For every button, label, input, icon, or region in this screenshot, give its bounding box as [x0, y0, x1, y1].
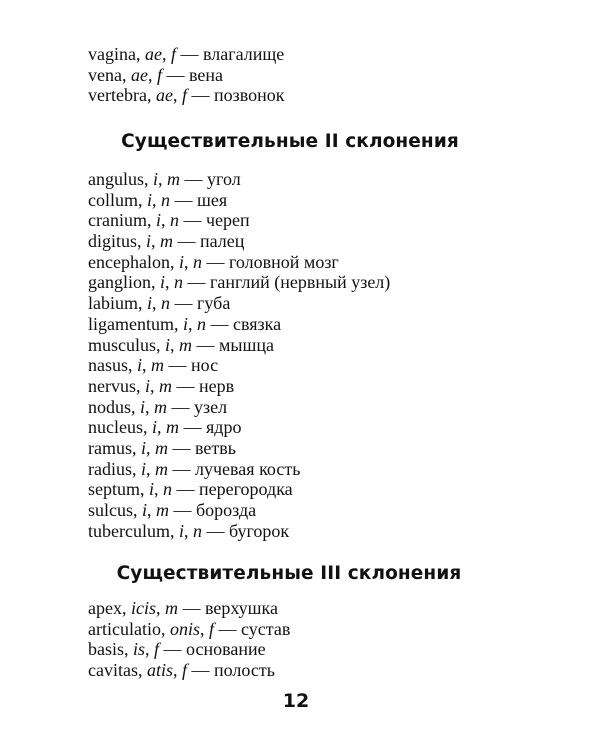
latin-term: ganglion	[88, 272, 151, 293]
vocabulary-entry: ganglion, i, n — ганглий (нервный узел)	[88, 272, 391, 293]
russian-translation: губа	[197, 293, 231, 314]
genitive-ending: i	[160, 272, 166, 293]
genitive-ending: i	[149, 479, 155, 500]
genitive-ending: i	[140, 396, 146, 417]
latin-term: angulus	[88, 169, 144, 189]
russian-translation: верхушка	[204, 598, 279, 618]
russian-translation: шея	[197, 189, 228, 210]
russian-translation: палец	[200, 231, 245, 252]
gender-marker: n	[174, 272, 184, 293]
vocabulary-entry: nasus, i, m — нос	[88, 355, 219, 376]
section-heading-second-declension: Существительные II склонения	[121, 131, 459, 152]
genitive-ending: icis	[130, 598, 156, 618]
genitive-ending: onis	[169, 618, 200, 639]
vocabulary-list-third-declension	[88, 598, 290, 681]
russian-translation: головной мозг	[228, 251, 339, 272]
vocabulary-entry: nucleus, i, m — ядро	[88, 417, 242, 438]
russian-translation: ганглий (нервный узел)	[210, 272, 391, 293]
latin-term: vertebra	[88, 85, 147, 106]
russian-translation: влагалище	[203, 44, 285, 64]
gender-marker: m	[151, 355, 165, 376]
russian-translation: череп	[206, 210, 250, 231]
vocabulary-entry: vagina, ae, f — влагалище	[88, 44, 285, 64]
genitive-ending: i	[142, 500, 148, 520]
vocabulary-entry: septum, i, n — перегородка	[88, 479, 293, 500]
gender-marker: n	[192, 251, 202, 272]
latin-term: encephalon	[88, 251, 170, 272]
gender-marker: m	[179, 334, 193, 355]
genitive-ending: is	[133, 639, 146, 660]
latin-term: nervus	[88, 375, 136, 396]
latin-term: septum	[88, 479, 140, 500]
gender-marker: m	[160, 231, 174, 252]
vocabulary-entry: nodus, i, m — узел	[88, 396, 228, 417]
genitive-ending: i	[141, 458, 147, 479]
latin-term: tuberculum	[88, 520, 170, 541]
gender-marker: f	[170, 44, 176, 64]
latin-term: nodus	[88, 396, 132, 417]
vocabulary-entry: musculus, i, m — мышца	[88, 334, 274, 355]
latin-term: nasus	[88, 355, 128, 376]
gender-marker: m	[159, 375, 173, 396]
vocabulary-entry: radius, i, m — лучевая кость	[88, 458, 301, 479]
gender-marker: f	[208, 618, 214, 639]
latin-term: musculus	[88, 334, 157, 355]
russian-translation: перегородка	[199, 479, 293, 500]
russian-translation: сустав	[241, 618, 291, 639]
latin-term: vagina	[88, 44, 136, 64]
genitive-ending: i	[178, 520, 184, 541]
gender-marker: f	[182, 660, 188, 681]
gender-marker: m	[166, 417, 179, 438]
vocabulary-entry: apex, icis, m — верхушка	[88, 598, 279, 618]
russian-translation: полость	[214, 660, 275, 681]
latin-term: ramus	[88, 437, 132, 458]
vocabulary-entry: collum, i, n — шея	[88, 189, 228, 210]
russian-translation: лучевая кость	[195, 458, 301, 479]
gender-marker: n	[193, 520, 202, 541]
vocabulary-entry: digitus, i, m — палец	[88, 231, 245, 252]
genitive-ending: ae	[130, 64, 148, 85]
gender-marker: n	[170, 210, 179, 231]
gender-marker: m	[156, 500, 170, 520]
latin-term: collum	[88, 189, 138, 210]
vocabulary-entry: encephalon, i, n — головной мозг	[88, 251, 339, 272]
russian-translation: ветвь	[195, 437, 236, 458]
genitive-ending: i	[155, 210, 161, 231]
genitive-ending: i	[178, 251, 184, 272]
genitive-ending: i	[137, 355, 143, 376]
section-heading-third-declension: Существительные III склонения	[116, 563, 462, 584]
gender-marker: m	[167, 169, 181, 189]
genitive-ending: i	[145, 375, 151, 396]
vocabulary-entry: angulus, i, m — угол	[88, 169, 241, 189]
genitive-ending: i	[146, 231, 152, 252]
latin-term: radius	[88, 458, 132, 479]
latin-term: cranium	[88, 210, 147, 231]
gender-marker: n	[163, 479, 173, 500]
vocabulary-entry: vena, ae, f — вена	[88, 64, 224, 85]
latin-term: vena	[88, 64, 122, 85]
latin-term: apex	[88, 598, 122, 618]
vocabulary-entry: cavitas, atis, f — полость	[88, 660, 275, 681]
latin-term: labium	[88, 293, 138, 314]
genitive-ending: i	[165, 334, 171, 355]
latin-term: cavitas	[88, 660, 138, 681]
vocabulary-entry: ligamentum, i, n — связка	[88, 313, 282, 334]
genitive-ending: i	[141, 437, 147, 458]
latin-term: basis	[88, 639, 124, 660]
genitive-ending: i	[151, 417, 157, 438]
latin-term: articulatio	[88, 618, 161, 639]
russian-translation: вена	[189, 64, 224, 85]
latin-term: digitus	[88, 231, 138, 252]
genitive-ending: i	[153, 169, 159, 189]
vocabulary-entry: tuberculum, i, n — бугорок	[88, 520, 290, 541]
gender-marker: m	[155, 437, 169, 458]
russian-translation: борозда	[196, 500, 257, 520]
russian-translation: нос	[191, 355, 219, 376]
russian-translation: нерв	[199, 375, 235, 396]
vocabulary-entry: vertebra, ae, f — позвонок	[88, 85, 285, 106]
vocabulary-entry: basis, is, f — основание	[88, 639, 266, 660]
vocabulary-list-first-declension-end	[88, 44, 284, 106]
vocabulary-entry: articulatio, onis, f — сустав	[88, 618, 291, 639]
latin-term: ligamentum	[88, 313, 174, 334]
russian-translation: узел	[194, 396, 228, 417]
genitive-ending: i	[147, 189, 153, 210]
gender-marker: n	[197, 313, 206, 334]
genitive-ending: ae	[155, 85, 173, 106]
vocabulary-entry: sulcus, i, m — борозда	[88, 500, 257, 520]
vocabulary-entry: ramus, i, m — ветвь	[88, 437, 236, 458]
russian-translation: ядро	[206, 417, 242, 438]
russian-translation: мышца	[219, 334, 274, 355]
genitive-ending: ae	[144, 44, 162, 64]
gender-marker: f	[156, 64, 162, 85]
vocabulary-list-second-declension	[88, 169, 390, 541]
vocabulary-entry: nervus, i, m — нерв	[88, 375, 235, 396]
vocabulary-entry: labium, i, n — губа	[88, 293, 231, 314]
russian-translation: угол	[207, 169, 241, 189]
russian-translation: связка	[233, 313, 282, 334]
gender-marker: f	[154, 639, 160, 660]
latin-term: nucleus	[88, 417, 143, 438]
vocabulary-entry: cranium, i, n — череп	[88, 210, 250, 231]
latin-term: sulcus	[88, 500, 133, 520]
page-number: 12	[282, 690, 310, 712]
gender-marker: m	[164, 598, 178, 618]
russian-translation: основание	[186, 639, 266, 660]
genitive-ending: i	[182, 313, 188, 334]
russian-translation: бугорок	[229, 520, 290, 541]
russian-translation: позвонок	[213, 85, 285, 106]
gender-marker: n	[161, 293, 171, 314]
gender-marker: m	[154, 396, 168, 417]
gender-marker: n	[161, 189, 171, 210]
gender-marker: f	[181, 85, 187, 106]
genitive-ending: atis	[146, 660, 173, 681]
genitive-ending: i	[147, 293, 153, 314]
gender-marker: m	[155, 458, 169, 479]
